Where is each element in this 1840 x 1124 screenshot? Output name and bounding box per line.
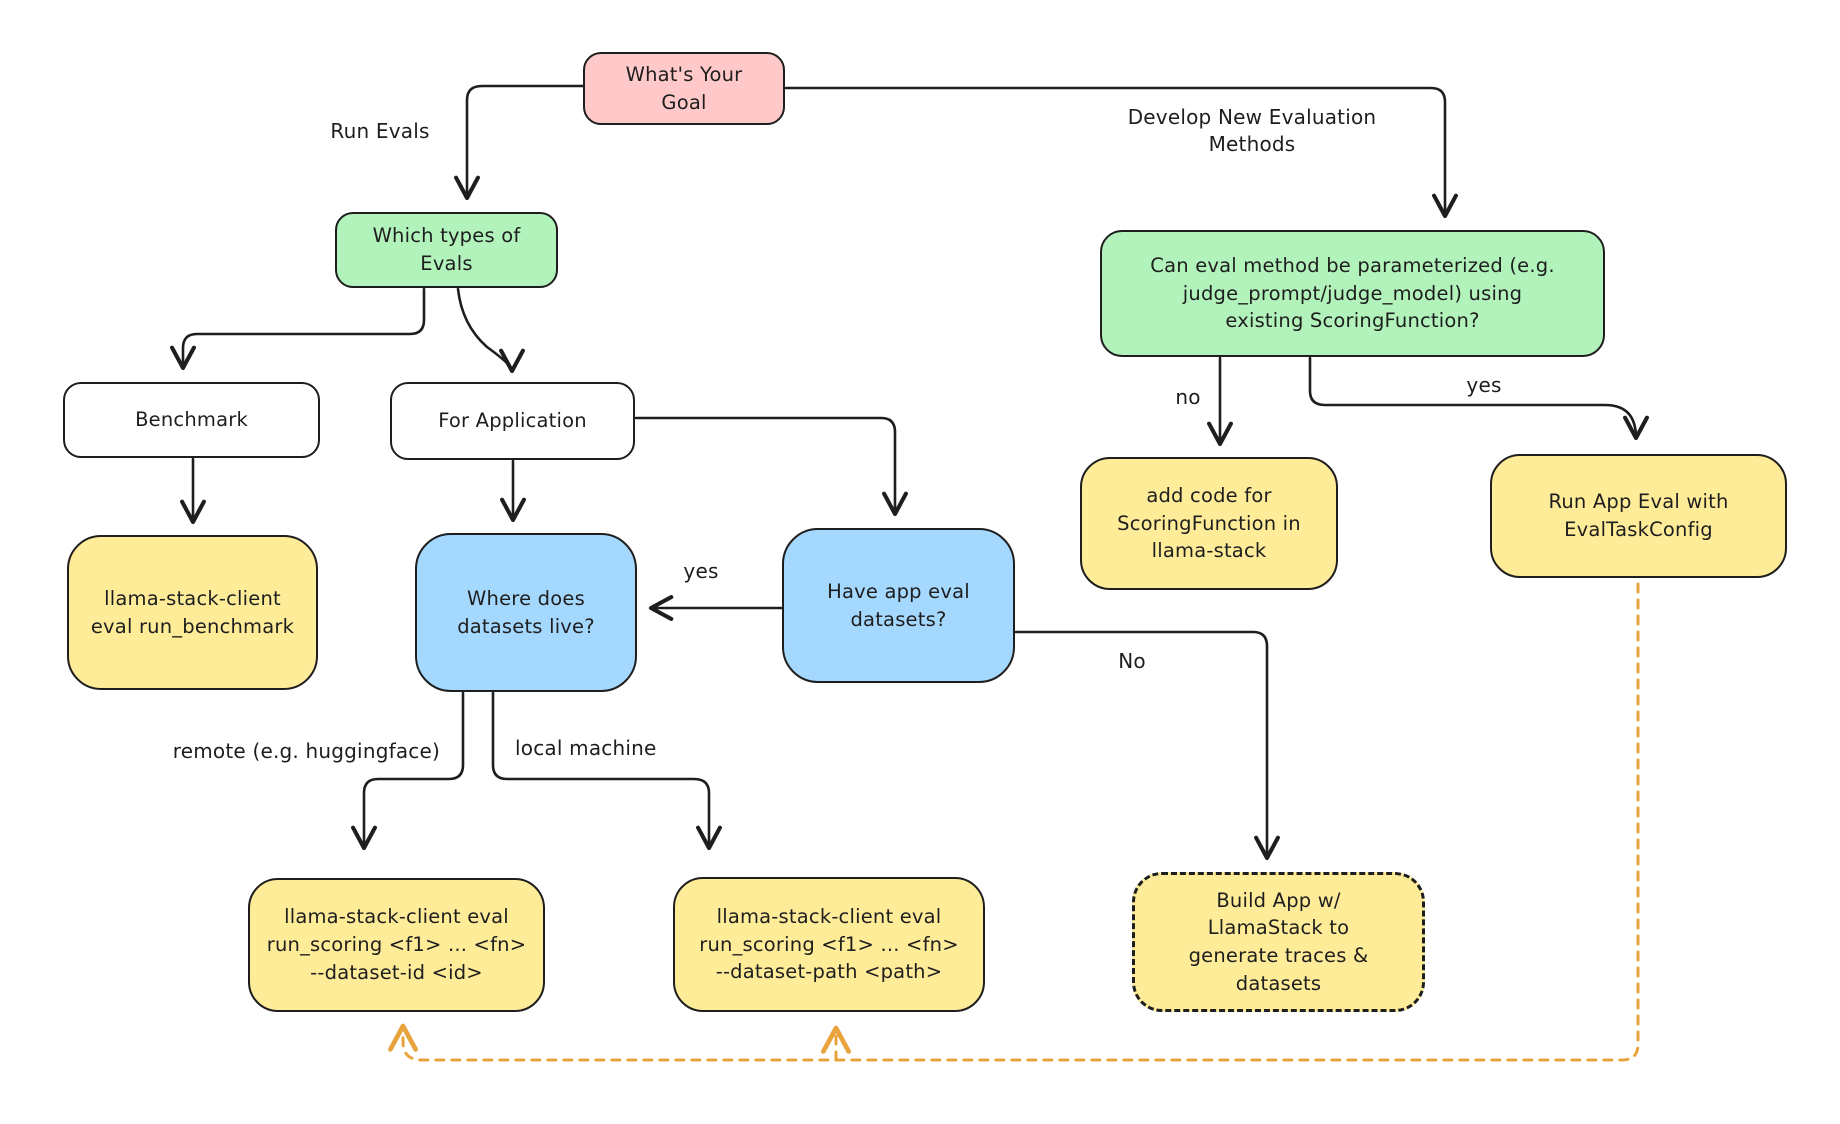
node-text: datasets? <box>850 607 947 631</box>
label-develop-new-methods <box>1072 104 1432 158</box>
node-text: ScoringFunction in <box>1117 511 1301 535</box>
node-text: Build App w/ <box>1216 888 1341 912</box>
node-text: eval run_benchmark <box>90 614 295 638</box>
node-text: llama-stack-client eval <box>716 904 942 928</box>
node-text: What's Your <box>625 62 743 86</box>
edge-wheredata-to-datasetpath-arrow <box>493 693 709 848</box>
node-text: --dataset-path <path> <box>715 960 943 984</box>
node-text: run_scoring <f1> ... <fn> <box>266 933 527 957</box>
node-text: Which types of <box>372 224 521 248</box>
node-text: llama-stack <box>1151 539 1267 563</box>
node-where-datasets-live <box>415 533 637 692</box>
label-have-no: No <box>1118 649 1146 673</box>
edge-types-to-forapp-arrow <box>458 289 512 371</box>
node-text: run_scoring <f1> ... <fn> <box>699 932 959 956</box>
node-text: datasets <box>1235 971 1322 995</box>
label-local-machine: local machine <box>515 736 657 760</box>
node-run-scoring-dataset-id-cmd <box>248 878 545 1012</box>
label-have-yes: yes <box>683 559 719 583</box>
node-text: generate traces & <box>1188 944 1369 967</box>
node-add-scoring-code <box>1080 457 1338 590</box>
node-text: llama-stack-client eval <box>284 905 509 929</box>
node-text: LlamaStack to <box>1207 916 1350 940</box>
node-for-application <box>390 382 635 460</box>
label-param-no: no <box>1175 385 1201 409</box>
edge-types-to-benchmark-arrow <box>183 289 424 368</box>
node-whats-your-goal <box>583 52 785 125</box>
node-run-scoring-dataset-path-cmd <box>673 877 985 1012</box>
node-benchmark <box>63 382 320 458</box>
edge-forapp-to-havedata-arrow <box>636 418 895 514</box>
node-text: EvalTaskConfig <box>1564 518 1713 541</box>
node-text: existing ScoringFunction? <box>1225 309 1480 333</box>
node-run-benchmark-cmd <box>67 535 318 690</box>
node-have-app-eval-datasets <box>782 528 1015 683</box>
node-which-types-of-evals <box>335 212 558 288</box>
node-text: Goal <box>661 90 707 114</box>
node-run-app-eval <box>1490 454 1787 578</box>
label-run-evals: Run Evals <box>330 119 430 143</box>
label-remote-datasets: remote (e.g. huggingface) <box>172 739 440 763</box>
edge-goal-to-types-arrow <box>467 86 583 198</box>
node-text: llama-stack-client <box>104 586 281 610</box>
node-text: Benchmark <box>135 408 248 432</box>
label-param-yes: yes <box>1466 373 1502 397</box>
label-text: Develop New Evaluation <box>1127 105 1377 129</box>
node-text: For Application <box>438 409 587 433</box>
node-text: Run App Eval with <box>1548 490 1729 514</box>
node-build-app <box>1132 872 1425 1012</box>
node-param-question <box>1100 230 1605 357</box>
node-text: datasets live? <box>457 614 595 638</box>
node-text: Can eval method be parameterized (e.g. <box>1150 253 1555 277</box>
edge-wheredata-to-datasetid-arrow <box>364 693 463 848</box>
label-text: Methods <box>1208 132 1296 156</box>
node-text: judge_prompt/judge_model) using <box>1182 281 1523 305</box>
node-text: add code for <box>1146 483 1272 507</box>
node-text: --dataset-id <id> <box>310 960 483 984</box>
node-text: Where does <box>467 586 585 610</box>
node-text: Have app eval <box>827 579 970 603</box>
node-text: Evals <box>420 252 473 275</box>
